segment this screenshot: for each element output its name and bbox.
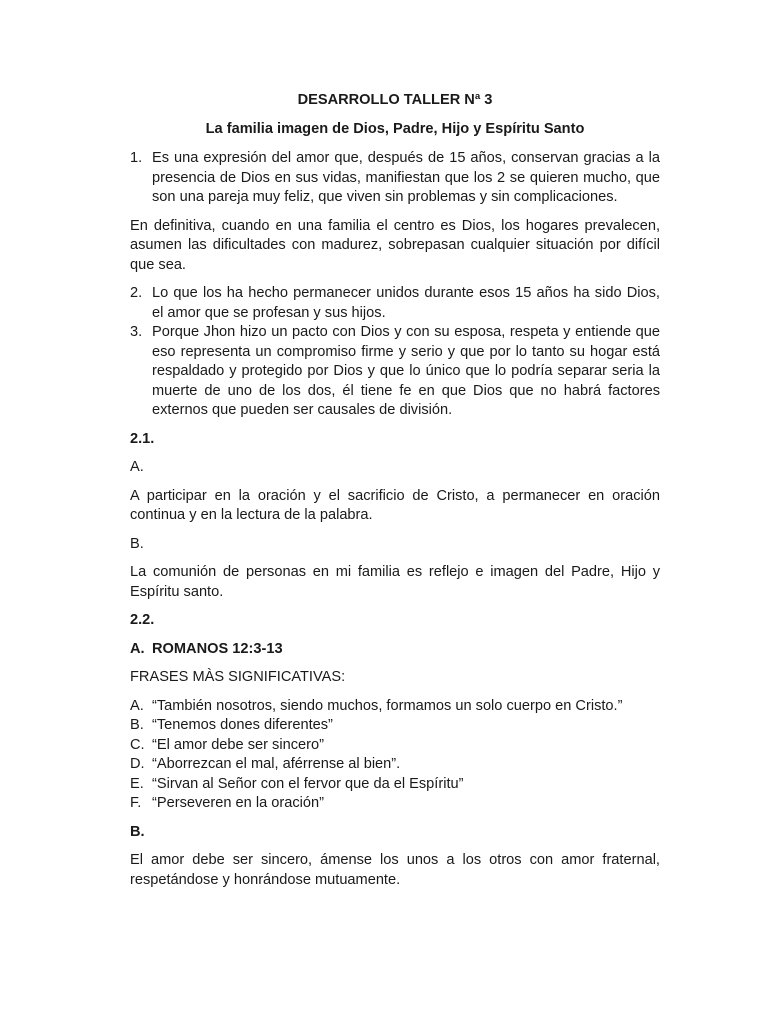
section-2-2-heading: 2.2. (130, 612, 155, 628)
list-item (130, 716, 660, 736)
list-item (130, 284, 660, 323)
section-2-1-b-text: La comunión de personas en mi familia es reflejo e imagen del Padre, Hijo y Espíritu santo. (130, 564, 660, 600)
section-2-2-b-text: El amor debe ser sincero, ámense los unos a los otros con amor fraternal, respetándose y honrándose mutuamente. (130, 852, 660, 888)
list-item (130, 149, 660, 208)
list-item (130, 323, 660, 421)
list-item (130, 775, 660, 795)
numbered-list-2 (130, 284, 660, 421)
list-item-letter: F. (130, 795, 142, 811)
section-2-1-a-label: A. (130, 459, 144, 475)
document-body (130, 91, 660, 890)
list-item-text: Porque Jhon hizo un pacto con Dios y con su esposa, respeta y entiende que eso representa un compromiso firme y serio y que por lo tanto su hogar está respaldado y protegido por Dios y que lo único que lo podría separar seria la muerte de uno de los dos, él tiene fe en que Dios que no habrá factores externos que pueden ser causales de división. (152, 324, 660, 418)
section-2-1-heading: 2.1. (130, 430, 155, 447)
paragraph-conclusion: En definitiva, cuando en una familia el centro es Dios, los hogares prevalecen, asumen las dificultades con madurez, sobrepasan cualquier situación por difícil que sea. (130, 217, 660, 273)
list-item-number: 1. (130, 150, 143, 166)
list-item (130, 794, 660, 814)
section-2-1-b-label: B. (130, 535, 144, 552)
list-item-text: “Aborrezcan el mal, aférrense al bien”. (152, 756, 401, 772)
list-item-text: “Perseveren en la oración” (152, 795, 324, 811)
document-subtitle: La familia imagen de Dios, Padre, Hijo y Espíritu Santo (205, 120, 585, 137)
list-item-number: 3. (130, 324, 143, 340)
phrases-list (130, 697, 660, 814)
list-item-text: “También nosotros, siendo muchos, formamos un solo cuerpo en Cristo.” (152, 697, 623, 714)
list-item-text: Lo que los ha hecho permanecer unidos durante esos 15 años ha sido Dios, el amor que se profesan y sus hijos. (152, 285, 660, 321)
list-item-letter: B. (130, 717, 144, 733)
document-title: DESARROLLO TALLER Nª 3 (297, 92, 493, 108)
section-2-2-a-heading (130, 640, 660, 660)
list-item-text: Es una expresión del amor que, después de 15 años, conservan gracias a la presencia de Dios en sus vidas, manifiestan que los 2 se quieren mucho, que son una pareja muy feliz, que viven sin problemas y sin complicaciones. (152, 150, 660, 205)
list-item-letter: C. (130, 736, 145, 753)
phrases-label: FRASES MÀS SIGNIFICATIVAS: (130, 669, 346, 685)
list-item-text: “Tenemos dones diferentes” (152, 717, 333, 733)
list-item-text: “Sirvan al Señor con el fervor que da el Espíritu” (152, 775, 464, 792)
section-2-2-b-heading: B. (130, 823, 145, 840)
list-item-letter: A. (130, 697, 144, 714)
section-2-2-a-title: ROMANOS 12:3-13 (152, 640, 283, 657)
list-item-text: “El amor debe ser sincero” (152, 736, 324, 753)
list-item (130, 697, 660, 717)
list-item (130, 736, 660, 756)
list-item (130, 755, 660, 775)
numbered-list-1 (130, 149, 660, 208)
section-2-2-a-number: A. (130, 640, 145, 657)
list-item-letter: D. (130, 756, 145, 772)
list-item-letter: E. (130, 775, 144, 792)
list-item-number: 2. (130, 285, 143, 301)
section-2-1-a-text: A participar en la oración y el sacrificio de Cristo, a permanecer en oración continua y en la lectura de la palabra. (130, 487, 660, 523)
